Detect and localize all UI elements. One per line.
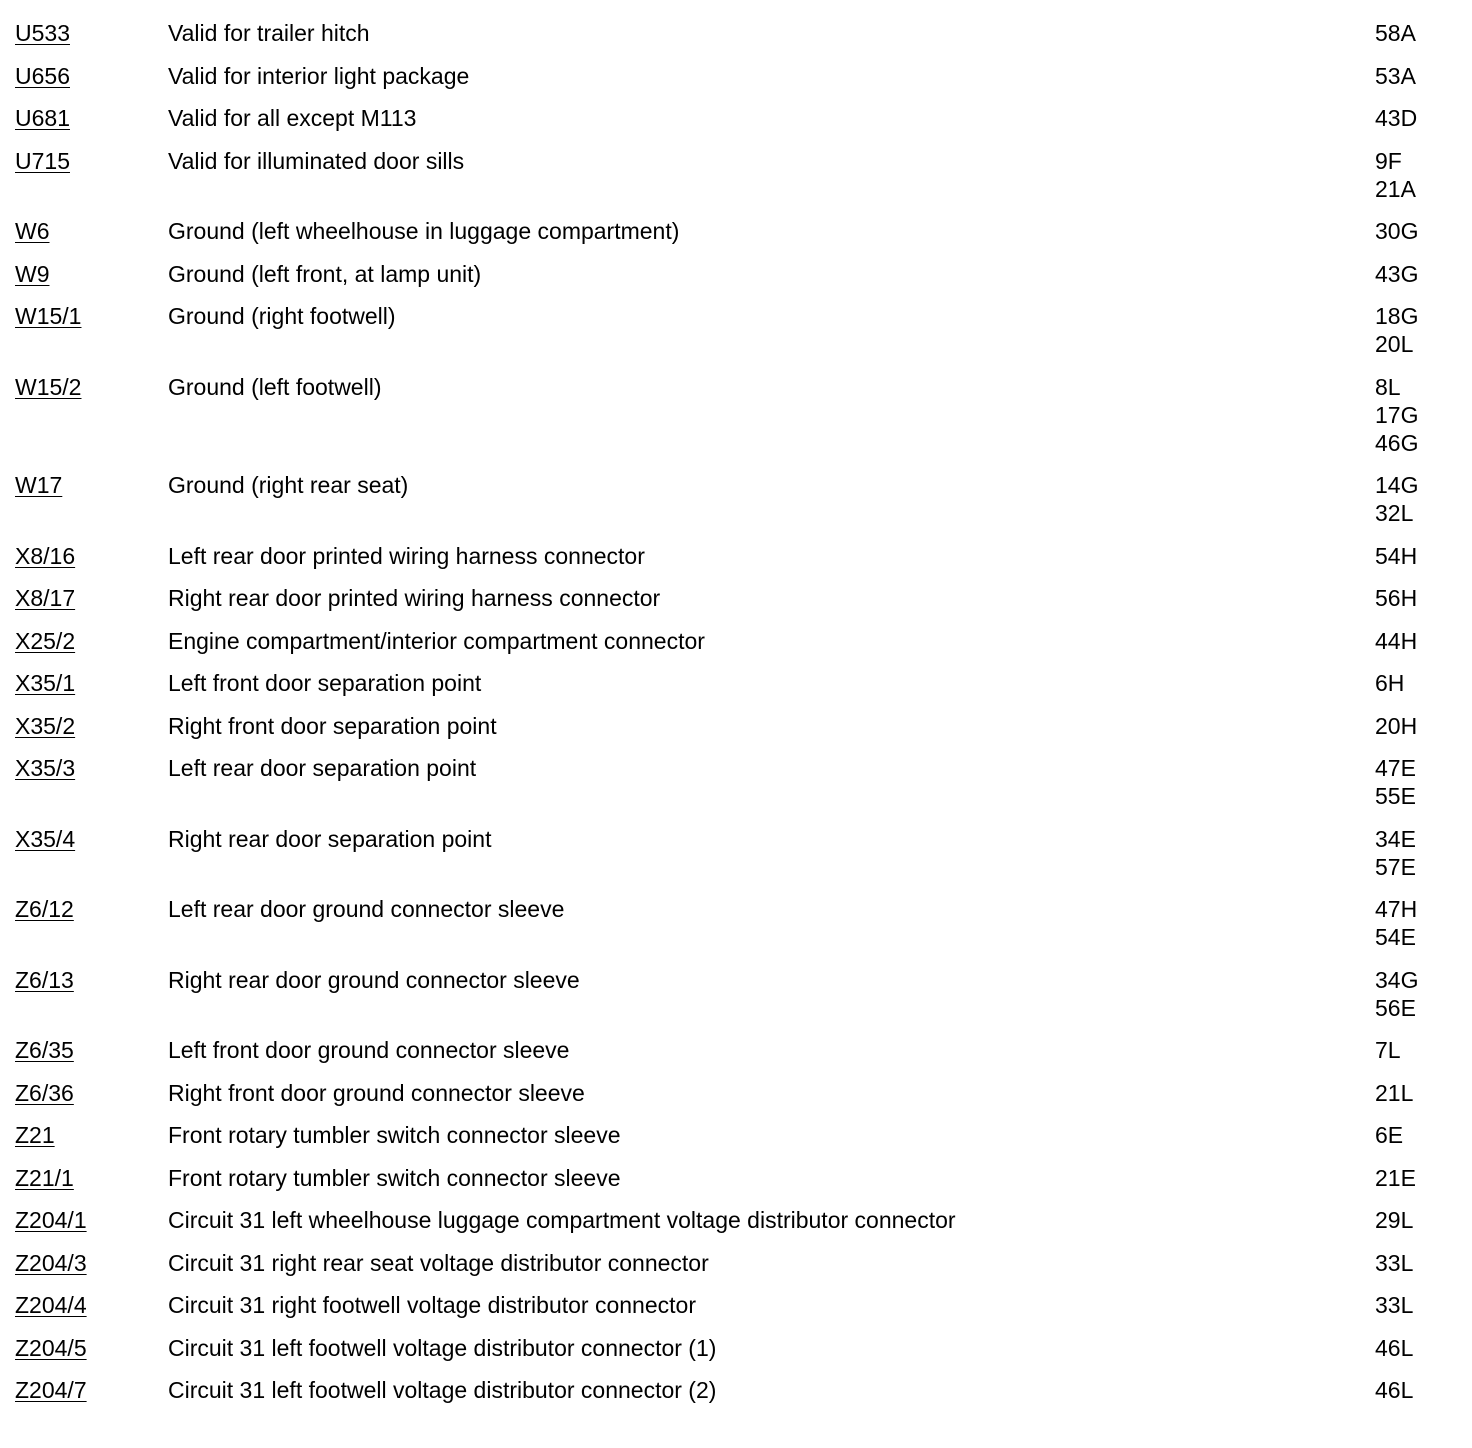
legend-row [15,1036,1455,1064]
component-code-link[interactable]: X8/16 [15,542,76,569]
grid-reference: 17G [1375,401,1419,428]
legend-row [15,754,1455,810]
grid-reference-list [1375,302,1455,358]
grid-reference-list [1375,712,1455,740]
component-code-link[interactable]: U656 [15,62,70,89]
component-description: Ground (left wheelhouse in luggage compartment) [168,218,680,244]
legend-row [15,471,1455,527]
grid-reference: 30G [1375,218,1419,244]
grid-reference: 54E [1375,924,1416,950]
grid-reference: 46L [1375,1334,1414,1361]
legend-row [15,1079,1455,1107]
legend-row [15,966,1455,1022]
grid-reference: 20L [1375,331,1414,357]
legend-row [15,1206,1455,1234]
grid-reference: 14G [1375,472,1419,498]
grid-reference: 29L [1375,1207,1414,1233]
legend-row [15,1121,1455,1149]
component-code-link[interactable]: W17 [15,472,63,498]
component-code-link[interactable]: X35/4 [15,825,76,852]
grid-reference: 56H [1375,585,1418,611]
component-description: Front rotary tumbler switch connector sleeve [168,1122,621,1148]
grid-reference-list [1375,19,1455,47]
grid-reference-list [1375,217,1455,245]
component-code-link[interactable]: Z204/3 [15,1249,87,1276]
grid-reference-list [1375,1249,1455,1277]
grid-reference: 8L [1375,373,1401,400]
component-description: Circuit 31 right footwell voltage distributor connector [168,1292,696,1318]
component-description: Valid for all except M113 [168,105,417,131]
component-description: Left rear door ground connector sleeve [168,896,565,922]
grid-reference-list [1375,1376,1455,1404]
legend-row [15,104,1455,132]
grid-reference-list [1375,754,1455,810]
component-description: Circuit 31 left wheelhouse luggage compartment voltage distributor connector [168,1207,956,1233]
grid-reference-list [1375,147,1455,203]
grid-reference-list [1375,542,1455,570]
legend-row [15,1334,1455,1362]
component-code-link[interactable]: Z204/7 [15,1377,87,1403]
component-description: Valid for illuminated door sills [168,147,465,174]
component-code-link[interactable]: Z204/4 [15,1292,87,1318]
grid-reference: 20H [1375,712,1418,739]
component-code-link[interactable]: W15/1 [15,303,82,329]
grid-reference: 34G [1375,966,1419,993]
legend-row [15,584,1455,612]
component-description: Ground (left footwell) [168,373,382,400]
grid-reference-list [1375,1036,1455,1064]
component-code-link[interactable]: Z204/5 [15,1334,87,1361]
grid-reference-list [1375,260,1455,288]
grid-reference: 18G [1375,303,1419,329]
component-code-link[interactable]: W15/2 [15,373,82,400]
grid-reference-list [1375,895,1455,951]
component-code-link[interactable]: Z21/1 [15,1164,74,1191]
component-description: Right rear door separation point [168,825,492,852]
component-description: Left front door separation point [168,670,482,696]
legend-row [15,1291,1455,1319]
component-description: Right rear door ground connector sleeve [168,966,580,993]
grid-reference-list [1375,62,1455,90]
grid-reference-list [1375,1079,1455,1107]
legend-row [15,1249,1455,1277]
component-code-link[interactable]: Z6/36 [15,1079,74,1106]
grid-reference: 47H [1375,896,1418,922]
grid-reference: 21L [1375,1079,1414,1106]
legend-row [15,712,1455,740]
grid-reference-list [1375,1164,1455,1192]
component-description: Ground (right footwell) [168,303,396,329]
legend-row [15,627,1455,655]
component-code-link[interactable]: X35/1 [15,670,76,696]
component-code-link[interactable]: Z6/12 [15,896,74,922]
grid-reference-list [1375,1121,1455,1149]
component-code-link[interactable]: X35/2 [15,712,76,739]
grid-reference: 57E [1375,853,1416,880]
component-description: Ground (left front, at lamp unit) [168,260,482,287]
legend-row [15,302,1455,358]
grid-reference: 34E [1375,825,1416,852]
component-description: Left front door ground connector sleeve [168,1037,570,1063]
grid-reference: 33L [1375,1292,1414,1318]
legend-row [15,217,1455,245]
grid-reference: 7L [1375,1037,1401,1063]
component-description: Left rear door separation point [168,755,477,781]
grid-reference: 43G [1375,260,1419,287]
grid-reference: 58A [1375,20,1416,46]
component-description: Front rotary tumbler switch connector sleeve [168,1164,621,1191]
component-code-link[interactable]: X35/3 [15,755,76,781]
component-code-link[interactable]: U681 [15,105,70,131]
grid-reference: 21E [1375,1164,1416,1191]
component-code-link[interactable]: W6 [15,218,50,244]
component-code-link[interactable]: U715 [15,147,70,174]
grid-reference: 9F [1375,147,1402,174]
component-legend-table [15,19,1455,1419]
component-description: Right front door separation point [168,712,497,739]
grid-reference-list [1375,1334,1455,1362]
component-code-link[interactable]: Z6/35 [15,1037,74,1063]
grid-reference: 56E [1375,994,1416,1021]
grid-reference-list [1375,1206,1455,1234]
grid-reference-list [1375,584,1455,612]
legend-row [15,19,1455,47]
legend-row [15,895,1455,951]
component-description: Ground (right rear seat) [168,472,409,498]
grid-reference: 47E [1375,755,1416,781]
legend-row [15,1164,1455,1192]
component-description: Right rear door printed wiring harness connector [168,585,661,611]
component-description: Valid for interior light package [168,62,470,89]
grid-reference: 32L [1375,500,1414,526]
component-code-link[interactable]: W9 [15,260,50,287]
component-code-link[interactable]: U533 [15,20,70,46]
grid-reference-list [1375,471,1455,527]
legend-row [15,542,1455,570]
grid-reference: 54H [1375,542,1418,569]
grid-reference: 53A [1375,62,1416,89]
component-description: Circuit 31 left footwell voltage distributor connector (1) [168,1334,717,1361]
legend-row [15,825,1455,881]
legend-row [15,62,1455,90]
legend-row [15,260,1455,288]
component-code-link[interactable]: Z21 [15,1122,55,1148]
component-description: Valid for trailer hitch [168,20,370,46]
legend-row [15,669,1455,697]
component-code-link[interactable]: Z6/13 [15,966,74,993]
legend-row [15,147,1455,203]
component-description: Right front door ground connector sleeve [168,1079,585,1106]
grid-reference-list [1375,373,1455,457]
grid-reference: 6H [1375,670,1405,696]
legend-row [15,373,1455,457]
grid-reference-list [1375,627,1455,655]
component-description: Circuit 31 right rear seat voltage distributor connector [168,1249,709,1276]
legend-row [15,1376,1455,1404]
grid-reference: 55E [1375,783,1416,809]
grid-reference: 21A [1375,175,1416,202]
grid-reference-list [1375,669,1455,697]
grid-reference-list [1375,104,1455,132]
grid-reference: 43D [1375,105,1418,131]
component-code-link[interactable]: X25/2 [15,627,76,654]
component-description: Circuit 31 left footwell voltage distributor connector (2) [168,1377,717,1403]
grid-reference-list [1375,825,1455,881]
grid-reference: 44H [1375,627,1418,654]
component-description: Engine compartment/interior compartment connector [168,627,705,654]
component-code-link[interactable]: Z204/1 [15,1207,87,1233]
grid-reference-list [1375,966,1455,1022]
component-description: Left rear door printed wiring harness connector [168,542,645,569]
grid-reference: 6E [1375,1122,1404,1148]
grid-reference: 33L [1375,1249,1414,1276]
grid-reference: 46L [1375,1377,1414,1403]
component-code-link[interactable]: X8/17 [15,585,76,611]
grid-reference: 46G [1375,429,1419,456]
grid-reference-list [1375,1291,1455,1319]
